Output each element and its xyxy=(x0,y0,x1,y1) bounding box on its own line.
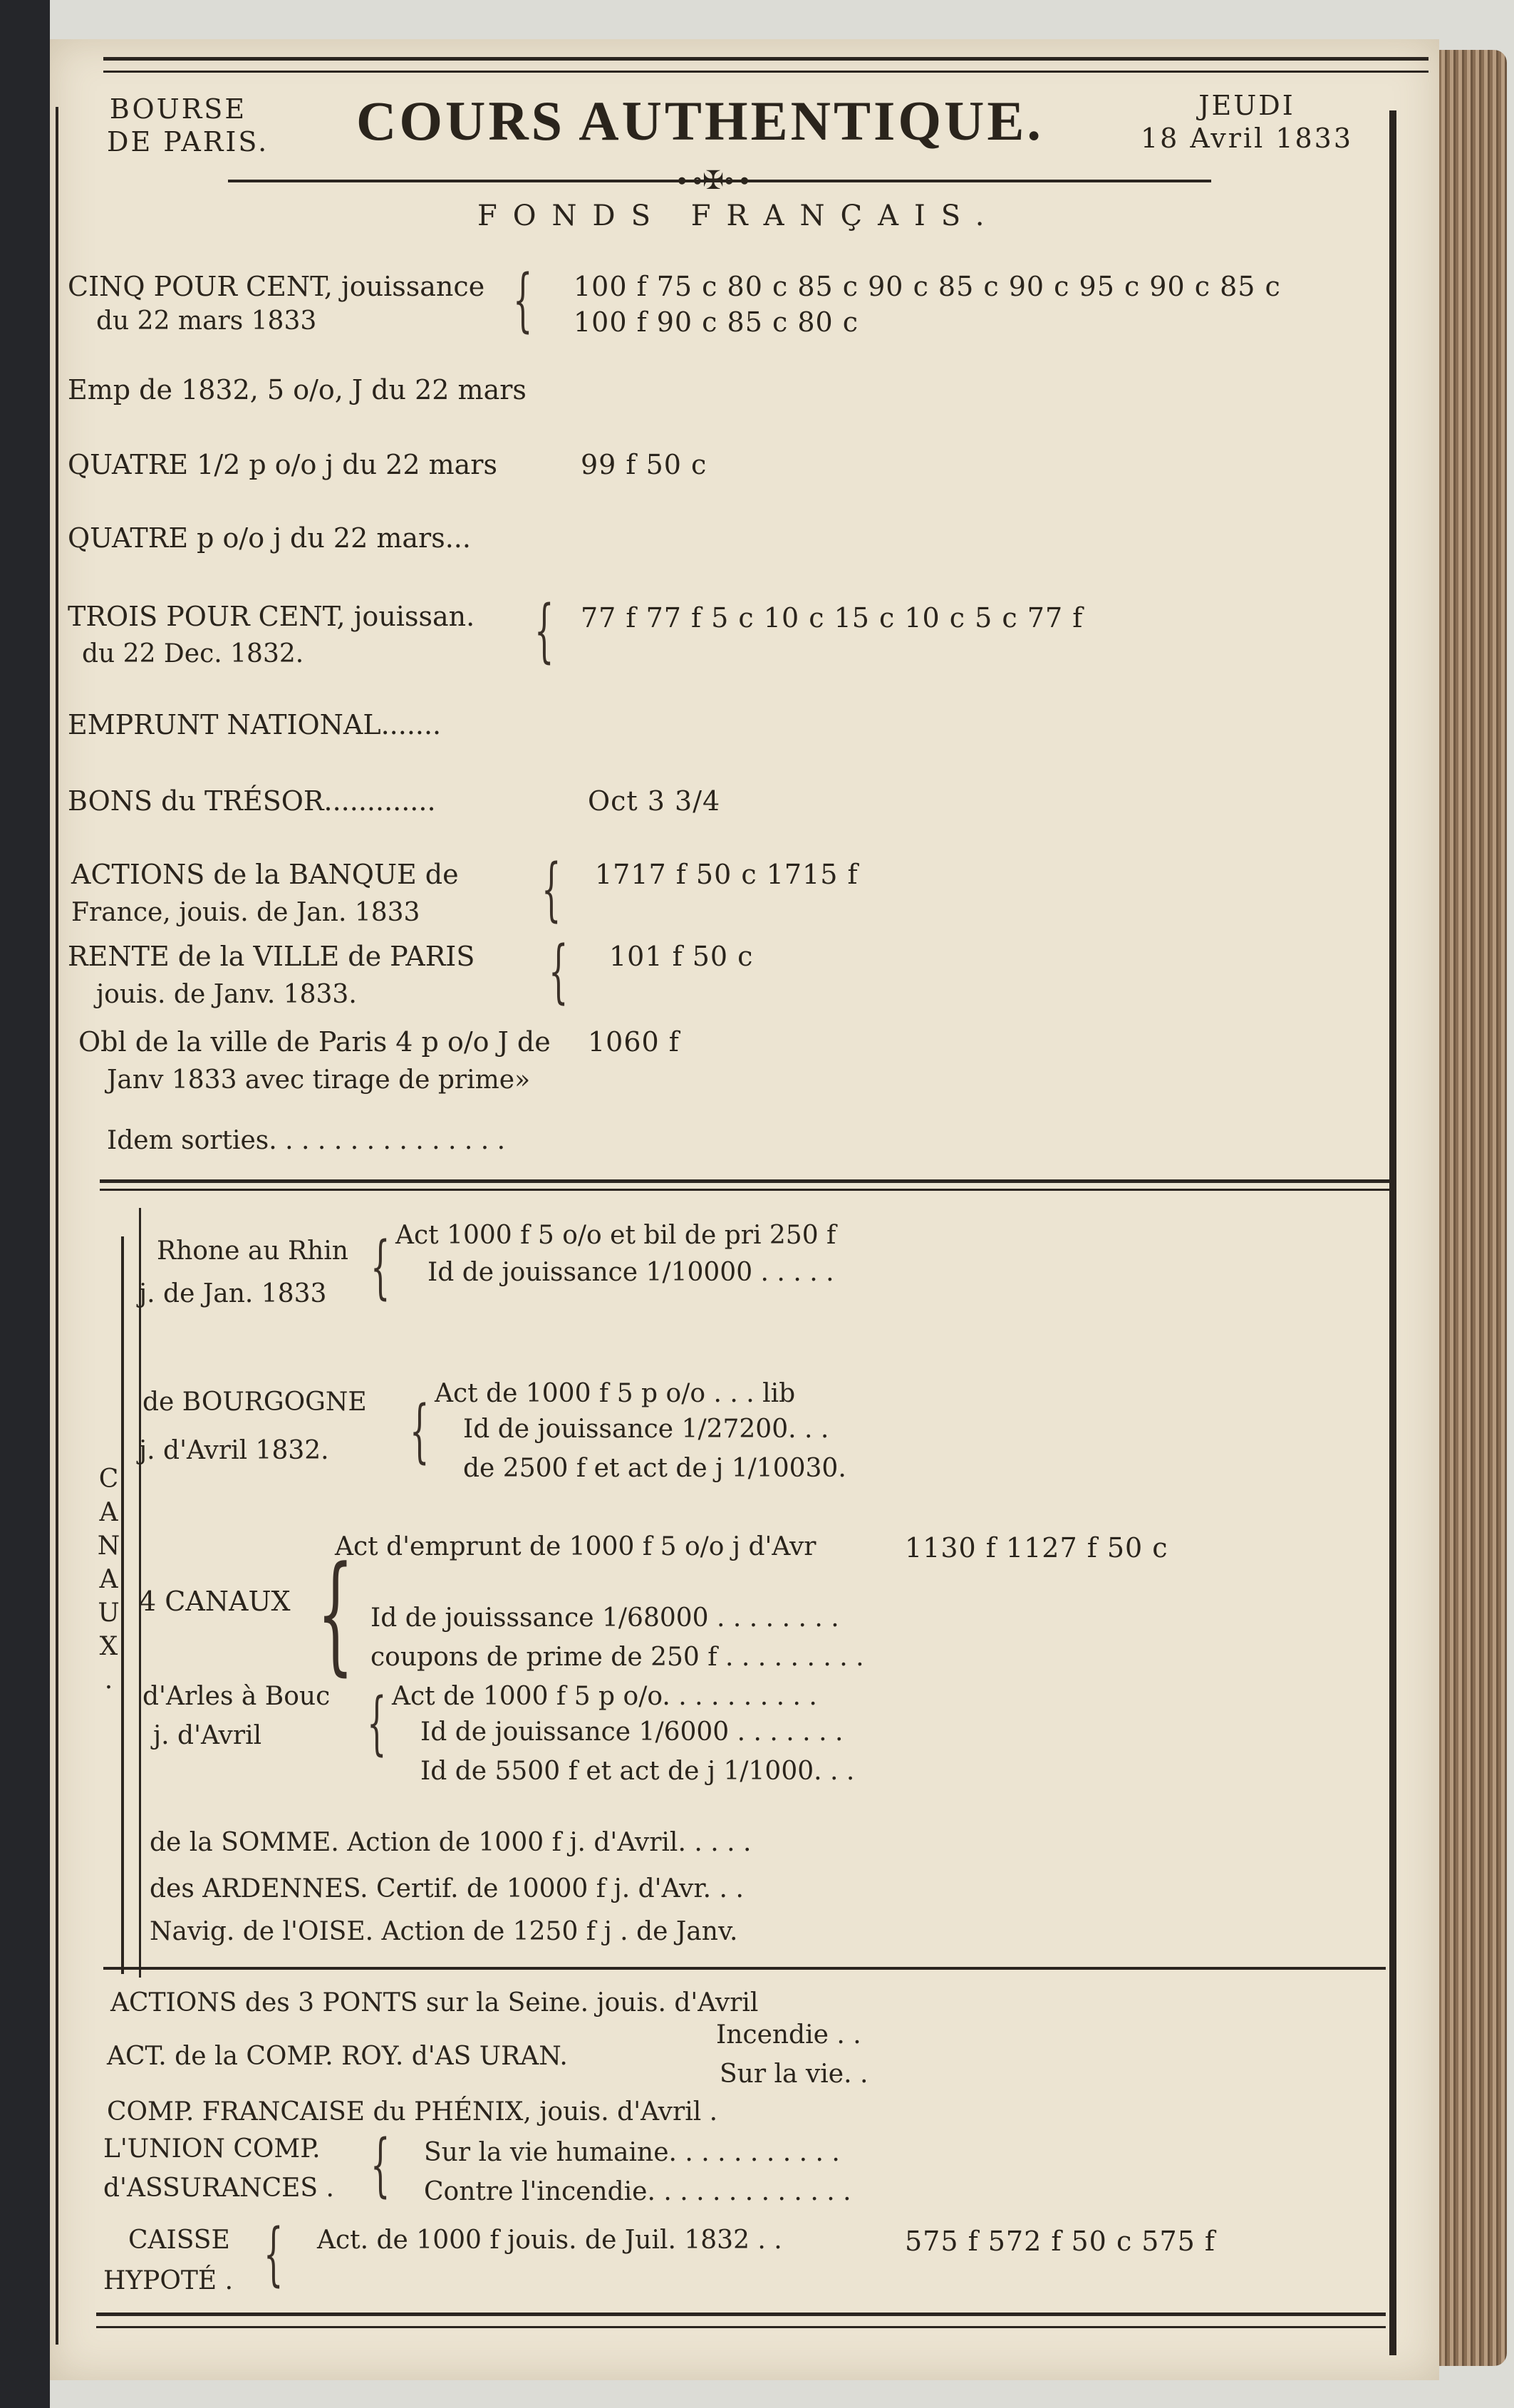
fonds-cours: 77 f 77 f 5 c 10 c 15 c 10 c 5 c 77 f xyxy=(581,602,1084,634)
fonds-label: QUATRE 1/2 p o/o j du 22 mars xyxy=(68,449,497,480)
canal-row: de 2500 f et act de j 1/10030. xyxy=(463,1454,846,1483)
canal-name: 4 CANAUX xyxy=(139,1586,291,1617)
fonds-label: Emp de 1832, 5 o/o, J du 22 mars xyxy=(68,374,527,405)
brace: { xyxy=(534,591,554,671)
brace: { xyxy=(549,931,569,1011)
canal-row: Id de jouissance 1/10000 . . . . . xyxy=(427,1258,834,1287)
canal-row: Act de 1000 f 5 p o/o. . . . . . . . . . xyxy=(392,1682,817,1711)
scanner-edge xyxy=(0,0,50,2408)
canal-cours: 1130 f 1127 f 50 c xyxy=(905,1532,1168,1564)
brace: { xyxy=(370,2125,390,2205)
brace: { xyxy=(410,1391,430,1471)
canal-row: des ARDENNES. Certif. de 10000 f j. d'Avr. . . xyxy=(150,1874,744,1903)
assurance-row: COMP. FRANCAISE du PHÉNIX, jouis. d'Avril . xyxy=(107,2097,718,2127)
fonds-label: Idem sorties. . . . . . . . . . . . . . . xyxy=(107,1126,506,1155)
header-date: JEUDI 18 Avril 1833 xyxy=(1140,90,1354,154)
assurance-row: Incendie . . xyxy=(716,2020,861,2050)
fonds-cours: 1060 f xyxy=(588,1026,680,1058)
fonds-label: ACTIONS de la BANQUE de xyxy=(71,859,459,890)
page-title: COURS AUTHENTIQUE. xyxy=(356,90,1044,152)
canal-row: Id de jouissance 1/6000 . . . . . . . xyxy=(420,1717,844,1747)
section-title: FONDS FRANÇAIS. xyxy=(477,200,1000,232)
canal-name: Rhone au Rhin xyxy=(157,1236,348,1266)
canaux-label: CANAUX. xyxy=(94,1464,123,1699)
assurance-row: ACTIONS des 3 PONTS sur la Seine. jouis. d'Avril xyxy=(110,1988,759,2017)
assurance-row: Contre l'incendie. . . . . . . . . . . . . xyxy=(424,2177,851,2206)
canal-row: Act 1000 f 5 o/o et bil de pri 250 f xyxy=(395,1221,836,1250)
brace: { xyxy=(317,1539,354,1688)
fonds-label: du 22 Dec. 1832. xyxy=(82,639,304,668)
right-frame xyxy=(1389,110,1396,2355)
canal-row: de la SOMME. Action de 1000 f j. d'Avril. . . . . xyxy=(150,1828,752,1857)
top-rule xyxy=(103,57,1429,73)
section-rule xyxy=(103,1967,1386,1970)
fonds-cours: 101 f 50 c xyxy=(609,941,754,972)
fonds-label: Obl de la ville de Paris 4 p o/o J de xyxy=(78,1026,551,1058)
canal-row: coupons de prime de 250 f . . . . . . . . . xyxy=(370,1643,864,1672)
assurance-row: ACT. de la COMP. ROY. d'AS URAN. xyxy=(107,2042,568,2071)
fonds-cours: Oct 3 3/4 xyxy=(588,785,721,817)
document-page xyxy=(50,39,1439,2380)
fonds-label: BONS du TRÉSOR............. xyxy=(68,785,436,817)
fonds-cours: 100 f 75 c 80 c 85 c 90 c 85 c 90 c 95 c 90 c 85 c xyxy=(574,271,1281,302)
bottom-rule xyxy=(96,2313,1386,2328)
canal-row: Act d'emprunt de 1000 f 5 o/o j d'Avr xyxy=(335,1532,816,1561)
brace: { xyxy=(264,2214,284,2294)
fonds-cours: 1717 f 50 c 1715 f xyxy=(595,859,859,890)
fonds-label: QUATRE p o/o j du 22 mars... xyxy=(68,522,471,554)
fonds-label: EMPRUNT NATIONAL....... xyxy=(68,709,442,740)
brace: { xyxy=(541,849,561,929)
canal-name: de BOURGOGNE xyxy=(142,1388,367,1417)
fonds-label: CINQ POUR CENT, jouissance xyxy=(68,271,485,302)
assurance-cours: 575 f 572 f 50 c 575 f xyxy=(905,2226,1215,2257)
section-rule xyxy=(100,1179,1389,1191)
canal-name: j. d'Avril xyxy=(153,1721,262,1750)
brace: { xyxy=(367,1683,387,1763)
canal-row: Id de 5500 f et act de j 1/1000. . . xyxy=(420,1757,855,1786)
brace: { xyxy=(370,1227,390,1307)
assurance-row: Act. de 1000 f jouis. de Juil. 1832 . . xyxy=(317,2226,782,2255)
canal-row: Id de jouisssance 1/68000 . . . . . . . . xyxy=(370,1603,839,1633)
fonds-cours: 99 f 50 c xyxy=(581,449,707,480)
assurance-row: Sur la vie humaine. . . . . . . . . . . xyxy=(424,2138,840,2167)
assurance-row: d'ASSURANCES . xyxy=(103,2174,334,2203)
header-bourse: BOURSE DE PARIS. xyxy=(107,93,269,157)
assurance-row: CAISSE xyxy=(128,2226,230,2255)
canal-row: Act de 1000 f 5 p o/o . . . lib xyxy=(435,1379,796,1408)
canal-name: j. de Jan. 1833 xyxy=(139,1279,327,1308)
canal-row: Navig. de l'OISE. Action de 1250 f j . de Janv. xyxy=(150,1917,738,1946)
fonds-label: du 22 mars 1833 xyxy=(96,306,317,336)
fonds-label: France, jouis. de Jan. 1833 xyxy=(71,898,420,927)
left-frame xyxy=(56,107,58,2345)
fonds-label: Janv 1833 avec tirage de prime» xyxy=(107,1065,531,1095)
assurance-row: Sur la vie. . xyxy=(720,2060,869,2089)
assurance-row: L'UNION COMP. xyxy=(103,2134,321,2164)
canal-name: j. d'Avril 1832. xyxy=(139,1436,329,1465)
fonds-label: jouis. de Janv. 1833. xyxy=(96,980,357,1009)
canal-row: Id de jouissance 1/27200. . . xyxy=(463,1415,829,1444)
canal-name: d'Arles à Bouc xyxy=(142,1682,331,1711)
fonds-cours: 100 f 90 c 85 c 80 c xyxy=(574,306,859,338)
brace: { xyxy=(513,260,533,340)
fonds-label: RENTE de la VILLE de PARIS xyxy=(68,941,475,972)
fonds-label: TROIS POUR CENT, jouissan. xyxy=(68,601,475,632)
assurance-row: HYPOTÉ . xyxy=(103,2266,234,2295)
ornament-icon: ⊷✠⊶ xyxy=(677,166,750,195)
